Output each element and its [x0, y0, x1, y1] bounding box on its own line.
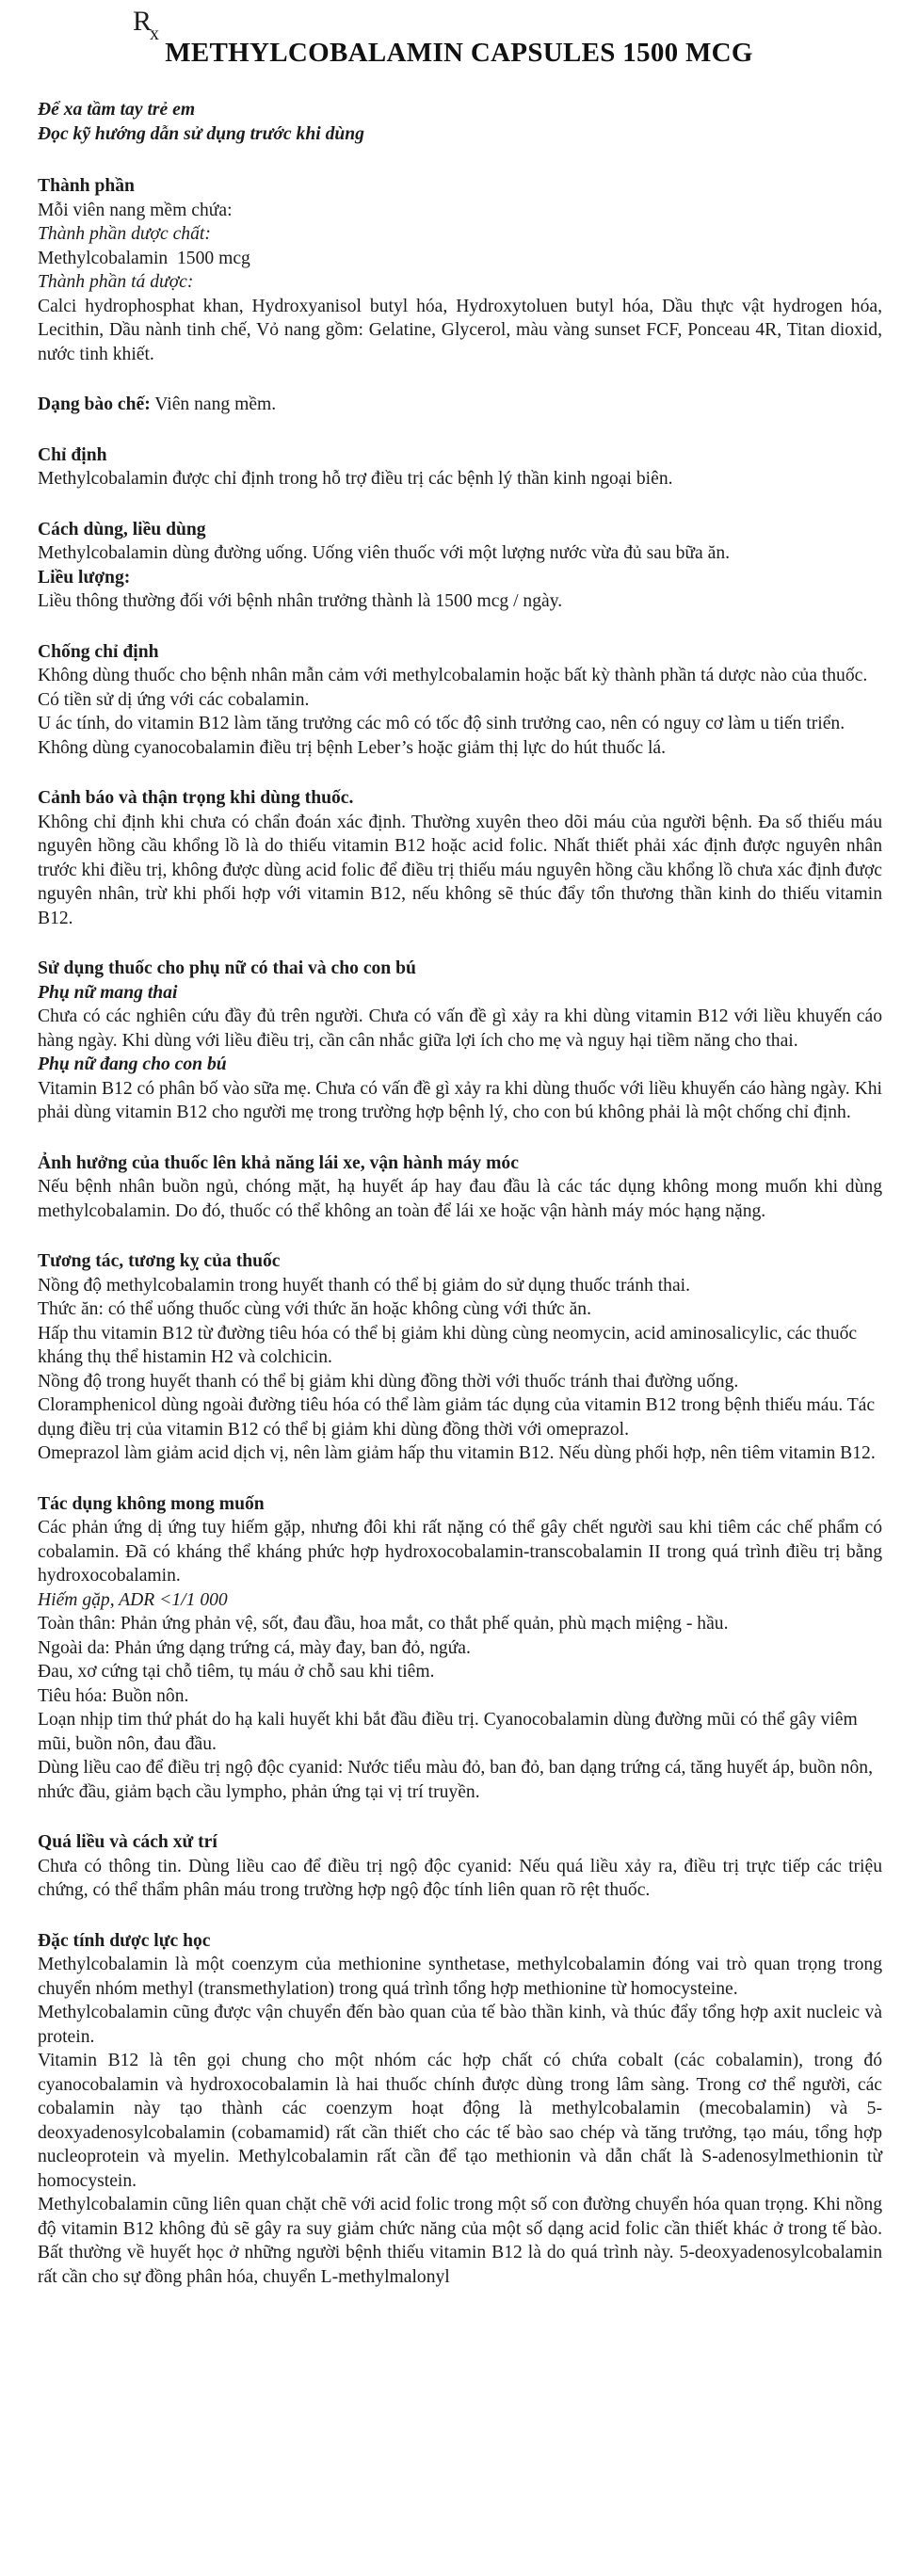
pharmacodynamics-paragraph: Methylcobalamin là một coenzym của methionine synthetase, methylcobalamin đóng vai trò quan trọng trong chuyển nhóm methyl (transmethylation) trong quá trình tổng hợp methionine từ homocysteine.: [38, 1955, 882, 1999]
section-contraindications: [38, 640, 882, 761]
section-usage: [38, 518, 882, 614]
section-pharmacodynamics: [38, 1929, 882, 2290]
warning-read-instructions: Đọc kỹ hướng dẫn sử dụng trước khi dùng: [38, 123, 364, 144]
section-indication: [38, 443, 882, 491]
adverse-item: Toàn thân: Phản ứng phản vệ, sốt, đau đầu, hoa mắt, co thắt phế quản, phù mạch miệng - hầu.: [38, 1614, 729, 1634]
dose-label: Liều lượng:: [38, 567, 131, 588]
interaction-item: Thức ăn: có thể uống thuốc cùng với thức ăn hoặc không cùng với thức ăn.: [38, 1299, 591, 1319]
adverse-item: Đau, xơ cứng tại chỗ tiêm, tụ máu ở chỗ sau khi tiêm.: [38, 1662, 435, 1682]
heading-indication: Chỉ định: [38, 444, 107, 465]
heading-interactions: Tương tác, tương kỵ của thuốc: [38, 1251, 281, 1271]
adverse-item: Dùng liều cao để điều trị ngộ độc cyanid: Nước tiểu màu đỏ, ban đỏ, ban dạng trứng cá, tăng huyết áp, buồn nôn, nhức đầu, giảm bạch cầu lympho, phản ứng tại vị trí truyền.: [38, 1758, 873, 1802]
contraindication-item: Có tiền sử dị ứng với các cobalamin.: [38, 689, 310, 710]
product-title: METHYLCOBALAMIN CAPSULES 1500 MCG: [165, 38, 753, 68]
section-overdose: [38, 1830, 882, 1903]
contraindication-item: Không dùng thuốc cho bệnh nhân mẫn cảm với methylcobalamin hoặc bất kỳ thành phần tá dược nào của thuốc.: [38, 666, 868, 685]
adverse-item: Tiêu hóa: Buồn nôn.: [38, 1685, 189, 1706]
heading-contraindications: Chống chỉ định: [38, 641, 159, 662]
driving-text: Nếu bệnh nhân buồn ngủ, chóng mặt, hạ huyết áp hay đau đầu là các tác dụng không mong muốn khi dùng methylcobalamin. Do đó, thuốc có thể không an toàn để lái xe hoặc vận hành máy móc hạng nặng.: [38, 1177, 882, 1221]
section-precautions: [38, 786, 882, 930]
heading-overdose: Quá liều và cách xử trí: [38, 1832, 217, 1852]
leaflet-content: [38, 98, 882, 2289]
section-adverse-effects: [38, 1492, 882, 1805]
heading-composition: Thành phần: [38, 176, 135, 196]
excipient-label: Thành phần tá dược:: [38, 272, 194, 292]
section-composition: [38, 174, 882, 366]
pharmacodynamics-paragraph: Vitamin B12 là tên gọi chung cho một nhóm các hợp chất có chứa cobalt (các cobalamin), trong đó cyanocobalamin và hydroxocobalamin là hai thuốc chính được dùng trong lâm sàng. Trong cơ thể người, các cobalamin này tạo thành các coenzym hoạt động là methylcobalamin (mecobalamin) và 5-deoxyadenosylcobalamin (cobamamid) rất cần thiết cho các tế bào sao chép và tăng trưởng, tạo máu, tổng hợp nucleoprotein và myelin. Methylcobalamin rất cần để tạo methionin và dẫn chất là S-adenosylmethionin từ homocystein.: [38, 2051, 882, 2191]
dosage-form-value: Viên nang mềm.: [150, 394, 277, 414]
section-driving: [38, 1151, 882, 1224]
contraindication-item: U ác tính, do vitamin B12 làm tăng trưởng các mô có tốc độ sinh trưởng cao, nên có nguy cơ làm u tiến triển.: [38, 714, 846, 733]
section-dosage-form: [38, 393, 882, 417]
overdose-text: Chưa có thông tin. Dùng liều cao để điều trị ngộ độc cyanid: Nếu quá liều xảy ra, điều trị trực tiếp các triệu chứng, có thể thẩm phân máu trong trường hợp ngộ độc tính liên quan rõ rệt thuốc.: [38, 1856, 882, 1900]
adverse-item: Loạn nhịp tim thứ phát do hạ kali huyết khi bắt đầu điều trị. Cyanocobalamin dùng đường mũi có thể gây viêm mũi, buồn nôn, đau đầu.: [38, 1710, 858, 1754]
pharmacodynamics-paragraph: Methylcobalamin cũng liên quan chặt chẽ với acid folic trong một số con đường chuyển hóa quan trọng. Khi nồng độ vitamin B12 không đủ sẽ gây ra suy giảm chức năng của một số dạng acid folic cần thiết khác ở trong tế bào. Bất thường về huyết học ở những người bệnh thiếu vitamin B12 là do quá trình này. 5-deoxyadenosylcobalamin rất cần cho sự đồng phân hóa, chuyển L-methylmalonyl: [38, 2195, 882, 2287]
adverse-item: Ngoài da: Phản ứng dạng trứng cá, mày đay, ban đỏ, ngứa.: [38, 1637, 471, 1658]
dose-text: Liều thông thường đối với bệnh nhân trưởng thành là 1500 mcg / ngày.: [38, 591, 563, 611]
composition-intro: Mỗi viên nang mềm chứa:: [38, 200, 233, 220]
active-ingredient: Methylcobalamin 1500 mcg: [38, 248, 250, 268]
interaction-item: Cloramphenicol dùng ngoài đường tiêu hóa có thể làm giảm tác dụng của vitamin B12 trong bệnh thiếu máu. Tác dụng điều trị của vitamin B12 có thể bị giảm khi dùng đồng thời với omeprazol.: [38, 1395, 876, 1440]
adverse-intro: Các phản ứng dị ứng tuy hiếm gặp, nhưng đôi khi rất nặng có thể gây chết người sau khi tiêm các chế phẩm có cobalamin. Đã có kháng thể kháng phức hợp hydroxocobalamin-transcobalamin II trong quá trình điều trị bằng hydroxocobalamin.: [38, 1518, 882, 1586]
dosage-form-label: Dạng bào chế:: [38, 394, 151, 414]
interaction-item: Nồng độ methylcobalamin trong huyết thanh có thể bị giảm do sử dụng thuốc tránh thai.: [38, 1275, 691, 1296]
active-ingredient-label: Thành phần dược chất:: [38, 224, 211, 244]
heading-driving: Ảnh hưởng của thuốc lên khả năng lái xe, vận hành máy móc: [38, 1152, 519, 1173]
adverse-rare-label: Hiếm gặp, ADR <1/1 000: [38, 1589, 228, 1610]
precautions-text: Không chỉ định khi chưa có chẩn đoán xác định. Thường xuyên theo dõi máu của người bệnh. Đa số thiếu máu nguyên hồng cầu khổng lồ là do thiếu vitamin B12 hoặc acid folic. Nhất thiết phải xác định được nguyên nhân trước khi điều trị, không được dùng acid folic để điều trị thiếu máu nguyên hồng cầu khổng lồ chưa xác định được nguyên nhân, trừ khi phối hợp với vitamin B12, nếu không sẽ thúc đẩy tổn thương thần kinh do thiếu vitamin B12.: [38, 812, 882, 928]
rx-symbol: $R_x$: [133, 6, 160, 44]
heading-precautions: Cảnh báo và thận trọng khi dùng thuốc.: [38, 788, 354, 808]
excipient-list: Calci hydrophosphat khan, Hydroxyanisol butyl hóa, Hydroxytoluen butyl hóa, Dầu thực vật hydrogen hóa, Lecithin, Dầu nành tinh chế, Vỏ nang gồm: Gelatine, Glycerol, màu vàng sunset FCF, Ponceau 4R, Titan dioxid, nước tinh khiết.: [38, 296, 882, 364]
usage-text: Methylcobalamin dùng đường uống. Uống viên thuốc với một lượng nước vừa đủ sau bữa ăn.: [38, 543, 731, 563]
heading-pregnancy: Sử dụng thuốc cho phụ nữ có thai và cho con bú: [38, 958, 416, 978]
pregnant-label: Phụ nữ mang thai: [38, 982, 178, 1003]
interaction-item: Nồng độ trong huyết thanh có thể bị giảm khi dùng đồng thời với thuốc tránh thai đường uống.: [38, 1371, 739, 1392]
contraindication-item: Không dùng cyanocobalamin điều trị bệnh Leber’s hoặc giảm thị lực do hút thuốc lá.: [38, 737, 667, 758]
lactation-label: Phụ nữ đang cho con bú: [38, 1055, 227, 1074]
section-pregnancy: [38, 957, 882, 1125]
heading-usage: Cách dùng, liều dùng: [38, 519, 206, 539]
pregnant-text: Chưa có các nghiên cứu đầy đủ trên người. Chưa có vấn đề gì xảy ra khi dùng vitamin B12 với liều khuyến cáo hàng ngày. Khi dùng với liều điều trị, cần cân nhắc giữa lợi ích cho mẹ và nguy hại tiềm năng cho thai.: [38, 1006, 882, 1051]
pharmacodynamics-paragraph: Methylcobalamin cũng được vận chuyển đến bào quan của tế bào thần kinh, và thúc đẩy tổng hợp axit nucleic và protein.: [38, 2003, 882, 2047]
heading-adverse-effects: Tác dụng không mong muốn: [38, 1493, 265, 1514]
warning-keep-away: Để xa tầm tay trẻ em: [38, 100, 196, 120]
interaction-item: Hấp thu vitamin B12 từ đường tiêu hóa có thể bị giảm khi dùng cùng neomycin, acid aminosalicylic, các thuốc kháng thụ thể histamin H2 và colchicin.: [38, 1323, 858, 1367]
section-interactions: [38, 1249, 882, 1466]
heading-pharmacodynamics: Đặc tính dược lực học: [38, 1930, 211, 1951]
interaction-item: Omeprazol làm giảm acid dịch vị, nên làm giảm hấp thu vitamin B12. Nếu dùng phối hợp, nên tiêm vitamin B12.: [38, 1443, 876, 1463]
indication-text: Methylcobalamin được chỉ định trong hỗ trợ điều trị các bệnh lý thần kinh ngoại biên.: [38, 469, 673, 489]
lactation-text: Vitamin B12 có phân bố vào sữa mẹ. Chưa có vấn đề gì xảy ra khi dùng thuốc với liều khuyến cáo hàng ngày. Khi phải dùng vitamin B12 cho người mẹ trong trường hợp bệnh lý, cho con bú không phải là một chống chỉ định.: [38, 1078, 882, 1122]
